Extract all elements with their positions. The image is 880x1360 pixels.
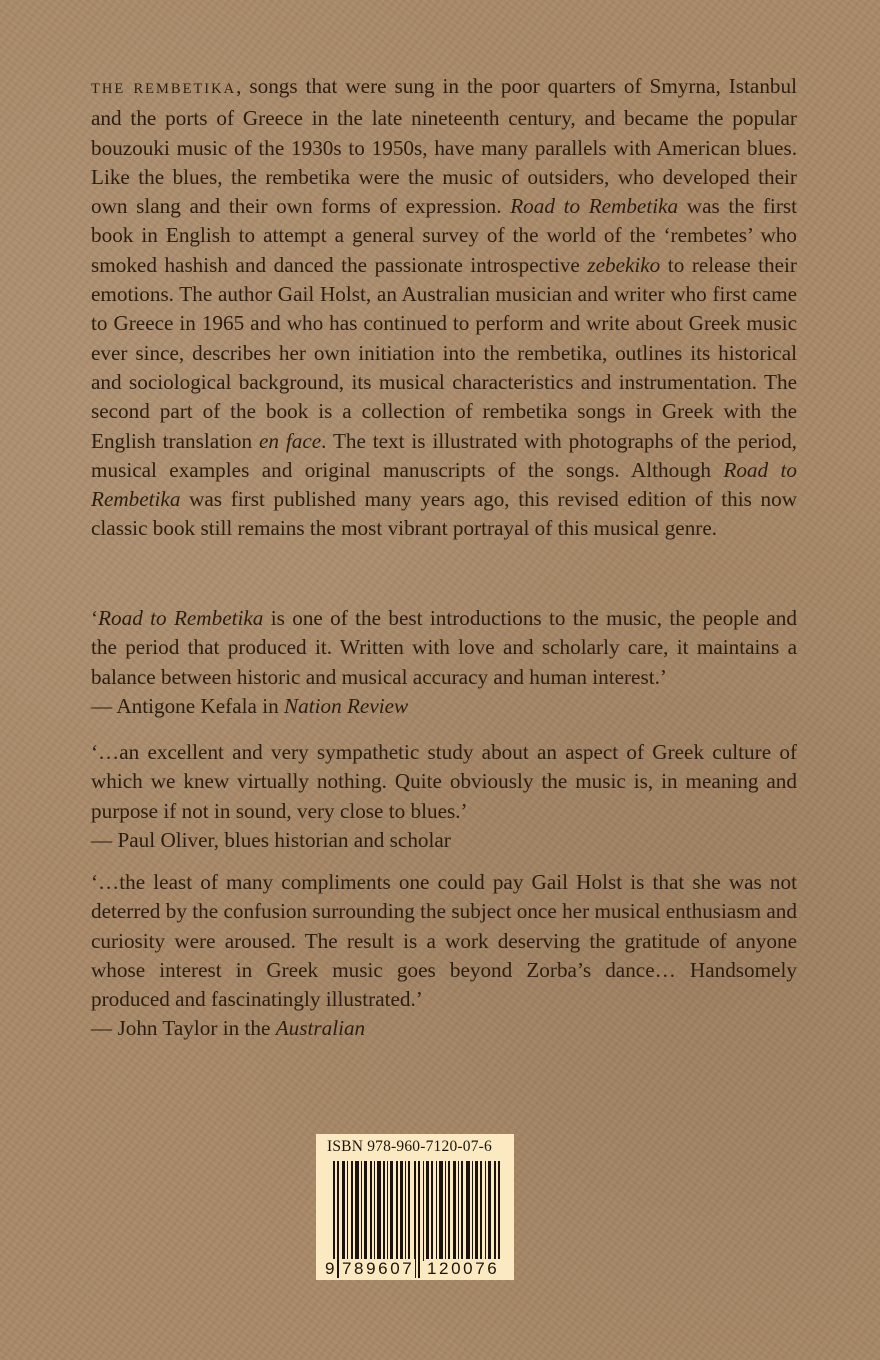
blurb-text-5: was first published many years ago, this revised edition of this now classic book still remains the most vibrant portrayal of this musical genre. [91, 487, 797, 541]
quote-text: ‘…the least of many compliments one could pay Gail Holst is that she was not deterred by the confusion surrounding the subject once her musical enthusiasm and curiosity were aroused. The result is a work deserving the gratitude of anyone whose interest in Greek music goes beyond Zorba’s dance… Handsomely produced and fascinatingly illustrated.’ [91, 870, 797, 1012]
quote-attribution: — Antigone Kefala in Nation Review [91, 693, 409, 718]
book-title-ref: Road to Rembetika [510, 194, 679, 219]
quote-text: ‘…an excellent and very sympathetic study about an aspect of Greek culture of which we knew virtually nothing. Quite obviously the music is, in meaning and purpose if not in sound, very close to blues.’ [91, 740, 797, 823]
blurb-text-1: , songs that were sung in the poor quarters of Smyrna, Istanbul and the ports of Greece in the late nineteenth century, and became the popular bouzouki music of the 1930s to 1950s, have many parallels with American blues. Like the blues, the rembetika were the music of outsiders, who developed their own slang and their own forms of expression. [91, 74, 797, 219]
book-title-ref: Road to Rembetika [91, 457, 797, 512]
quote-text: ‘Road to Rembetika is one of the best introductions to the music, the people and the period that produced it. Written with love and scholarly care, it maintains a balance between historic and musical accuracy and human interest.’ [91, 606, 797, 689]
barcode-digits-right: 120076 [427, 1259, 500, 1278]
blurb-text-2: was the first book in English to attempt a general survey of the world of the ‘rembetes’ who smoked hashish and danced the passionate introspective [91, 194, 798, 277]
back-cover-blurb [91, 72, 797, 544]
publication-name: Nation Review [284, 693, 409, 718]
isbn-label: ISBN 978-960-7120-07-6 [327, 1138, 492, 1155]
barcode-digit-first: 9 [325, 1259, 335, 1278]
isbn-barcode [316, 1134, 514, 1280]
dance-name: zebekiko [587, 252, 661, 277]
blurb-lead: THE REMBETIKA [91, 81, 237, 97]
barcode-digits-left: 789607 [342, 1259, 415, 1278]
blurb-text-4: . The text is illustrated with photographs of the period, musical examples and original manuscripts of the songs. Although [91, 428, 797, 482]
blurb-text-3: to release their emotions. The author Gail Holst, an Australian musician and writer who first came to Greece in 1965 and who has continued to perform and write about Greek music ever since, describes her own initiation into the rembetika, outlines its historical and sociological background, its musical characteristics and instrumentation. The second part of the book is a collection of rembetika songs in Greek with the English translation [91, 252, 797, 453]
barcode-digits [324, 1259, 508, 1279]
review-quote [91, 738, 797, 855]
quote-attribution: — Paul Oliver, blues historian and scholar [91, 827, 451, 852]
review-quote [91, 868, 797, 1044]
en-face-term: en face [258, 428, 322, 453]
book-title-ref: Road to Rembetika [98, 606, 264, 630]
quote-attribution: — John Taylor in the Australian [91, 1016, 366, 1041]
publication-name: Australian [275, 1016, 366, 1041]
review-quote [91, 604, 797, 721]
